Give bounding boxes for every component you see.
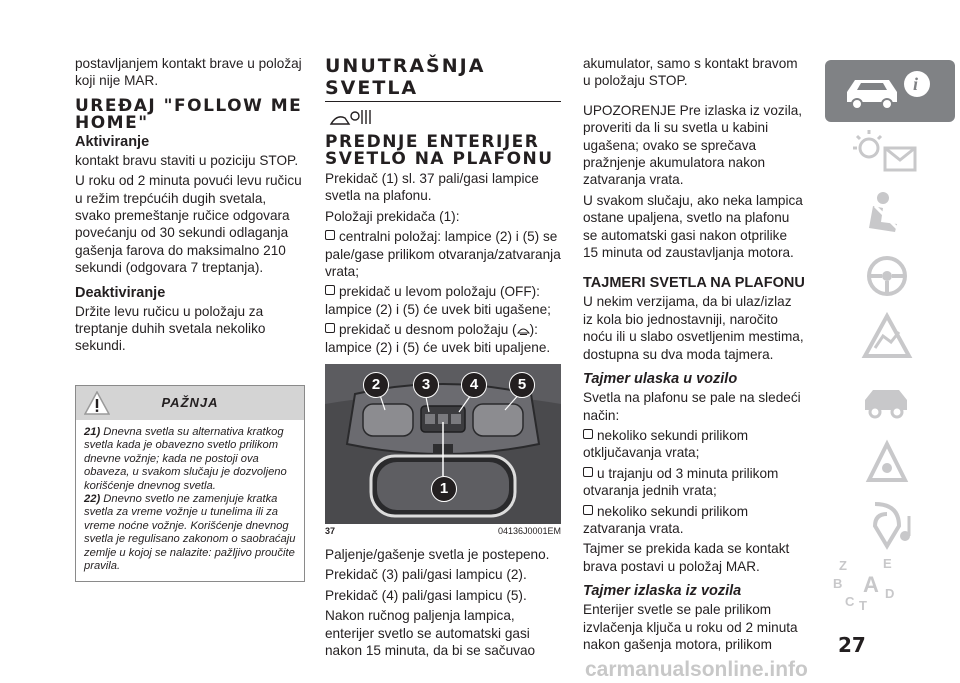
bullet-icon — [325, 230, 335, 240]
index-letter: E — [883, 556, 892, 571]
figure-number: 37 — [325, 526, 336, 537]
column-middle — [325, 55, 561, 663]
activation-text-2: U roku od 2 minuta povući levu ručicu u režim trepćućih dugih svetala, svako premeštanje ručice odgovara povećanju od 30 sekundi odlaganja gašenja farova do maksimalno 210 sekundi (odgovara 7 treptanja). — [75, 173, 302, 276]
warning-lights-icon — [839, 122, 939, 184]
index-letter: A — [863, 572, 879, 597]
warning-note-21 — [84, 426, 296, 493]
switch-text: Prekidač (1) sl. 37 pali/gasi lampice svetla na plafonu. — [325, 171, 539, 204]
starting-driving-icon — [839, 246, 939, 308]
warning-header — [76, 386, 304, 420]
callout-2: 2 — [363, 372, 389, 398]
multimedia-icon — [839, 494, 939, 556]
deactivation-title: Deaktiviranje — [75, 284, 166, 301]
note-text: Dnevna svetla su alternativa kratkog svetla kada je obavezno svetlo prilikom dnevne vožnje; kada ne postoji ova obaveza, u svakom slučaju je dozvoljeno korišćenje dnevnog svetla. — [84, 425, 287, 492]
entry-timer-title: Tajmer ulaska u vozilo — [583, 371, 738, 388]
chapter-sidebar — [825, 60, 955, 620]
column-left — [75, 55, 305, 582]
callout-3: 3 — [413, 372, 439, 398]
bullet-text: u trajanju od 3 minuta prilikom otvaranja jednih vrata; — [583, 465, 779, 499]
text-gradual: Paljenje/gašenje svetla je postepeno. — [325, 547, 550, 563]
bullet-text: nekoliko sekundi prilikom otključavanja vrata; — [583, 427, 749, 461]
interior-light-icon — [329, 108, 375, 128]
index-letter: Z — [839, 558, 847, 573]
bullet-left — [325, 283, 561, 318]
bullet-icon — [583, 467, 593, 477]
figure-caption — [325, 526, 561, 536]
deactivation-text: Držite levu ručicu u položaju za treptanje duhih svetala nekoliko sekundi. — [75, 303, 266, 354]
warning-box — [75, 385, 305, 582]
bullet-text: nekoliko sekundi prilikom zatvaranja vrata. — [583, 503, 749, 536]
positions-text: Položaji prekidača (1): — [325, 208, 460, 224]
bullet-text: centralni položaj: lampice (2) i (5) se pale/gase prilikom otvaranja/zatvaranja vrata; — [325, 229, 561, 280]
note-number: 21) — [84, 425, 101, 438]
auto-off-text: U svakom slučaju, ako neka lampica ostane upaljena, svetlo na plafonu se automatski gasi nakon otprilike 15 minuta od zaustavljanja motora. — [583, 192, 803, 261]
timers-text: U nekim verzijama, da bi ulaz/izlaz iz kola bio jednostavniji, naročito noću ili u slabo osvetljenim mestima, dostupna su dva moda tajmera. — [583, 294, 804, 362]
tab-index[interactable] — [825, 556, 955, 618]
note-text: Dnevno svetlo ne zamenjuje kratka svetla za vreme vožnje u tunelima ili za vreme noćne vožnje. Korišćenje dnevnog svetla je regulisano zakonom o saobraćaju zemlje u kojoj se nalazite: pažljivo proučite pravila. — [84, 492, 296, 572]
index-icon — [825, 556, 925, 618]
warning-text: UPOZORENJE Pre izlaska iz vozila, proveriti da li su svetla u kabini ugašena; ovako se sprečava pražnjenje akumulatora nakon zatvaranja vrata. — [583, 102, 803, 188]
index-letter: D — [885, 586, 895, 601]
technical-data-icon — [839, 432, 939, 494]
index-letter: C — [845, 594, 855, 609]
svg-text:i: i — [913, 74, 919, 94]
front-light-heading: PREDNJE ENTERIJER SVETLO NA PLAFONU — [325, 132, 554, 169]
activation-text-1: kontakt bravu staviti u poziciju STOP. — [75, 152, 299, 168]
warning-note-22 — [84, 493, 296, 573]
battery-text: akumulator, samo s kontakt bravom u položaju STOP. — [583, 56, 798, 89]
bullet-central — [325, 228, 561, 280]
index-letter: T — [859, 598, 867, 613]
tab-emergency[interactable] — [825, 308, 955, 370]
tab-safety[interactable] — [825, 184, 955, 246]
callout-5: 5 — [509, 372, 535, 398]
activation-title: Aktiviranje — [75, 133, 150, 150]
tab-multimedia[interactable] — [825, 494, 955, 556]
bullet-text: ): lampice (2) i (5) će uvek biti upaljene. — [325, 322, 551, 355]
tab-car-info[interactable] — [825, 60, 955, 122]
tab-maintenance[interactable] — [825, 370, 955, 432]
watermark: carmanualsonline.info — [585, 658, 808, 681]
bullet-right — [325, 321, 561, 356]
warning-title: PAŽNJA — [161, 394, 219, 410]
callout-4: 4 — [461, 372, 487, 398]
text-auto-off: Nakon ručnog paljenja lampica, enterijer svetlo se automatski gasi nakon 15 minuta, da bi se sačuvao — [325, 608, 536, 659]
callout-1: 1 — [431, 476, 457, 502]
follow-me-heading: UREĐAJ "FOLLOW ME HOME" — [75, 95, 303, 133]
tab-technical-data[interactable] — [825, 432, 955, 494]
entry-timer-text: Svetla na plafonu se pale na sledeći način: — [583, 390, 801, 423]
emergency-icon — [839, 308, 939, 370]
bullet-icon — [325, 323, 335, 333]
tab-warning-lights[interactable] — [825, 122, 955, 184]
exit-timer-text: Enterijer svetle se pale prilikom izvlačenja ključa u roku od 2 minuta nakon gašenja motora, prilikom — [583, 602, 798, 652]
page-number: 27 — [838, 633, 866, 657]
exit-timer-title: Tajmer izlaska iz vozila — [583, 583, 742, 600]
seat-safety-icon — [839, 184, 939, 246]
note-number: 22) — [84, 492, 101, 505]
car-info-icon — [839, 60, 939, 122]
index-letter: B — [833, 576, 843, 591]
bullet-icon — [583, 429, 593, 439]
bullet-open — [583, 465, 805, 500]
ceiling-light-figure — [325, 364, 561, 524]
timers-heading: TAJMERI SVETLA NA PLAFONU — [583, 275, 805, 292]
text-switch-4: Prekidač (4) pali/gasi lampicu (5). — [325, 587, 527, 603]
figure-code: 04136J0001EM — [497, 526, 561, 537]
maintenance-icon — [839, 370, 939, 432]
bullet-unlock — [583, 427, 805, 462]
timer-stop-text: Tajmer se prekida kada se kontakt brava postavi u položaj MAR. — [583, 541, 790, 574]
column-right — [583, 55, 805, 656]
text-switch-3: Prekidač (3) pali/gasi lampicu (2). — [325, 567, 527, 583]
bullet-icon — [325, 285, 335, 295]
lamp-on-icon — [517, 325, 530, 335]
intro-text: postavljanjem kontakt brave u položaj koji nije MAR. — [75, 56, 302, 89]
section-title: UNUTRAŠNJA SVETLA — [325, 55, 561, 102]
bullet-text: prekidač u levom položaju (OFF): lampice (2) i (5) će uvek biti ugašene; — [325, 284, 551, 317]
bullet-close — [583, 503, 805, 538]
warning-body — [76, 420, 304, 581]
bullet-icon — [583, 505, 593, 515]
tab-starting-driving[interactable] — [825, 246, 955, 308]
bullet-text: prekidač u desnom položaju ( — [339, 322, 517, 338]
